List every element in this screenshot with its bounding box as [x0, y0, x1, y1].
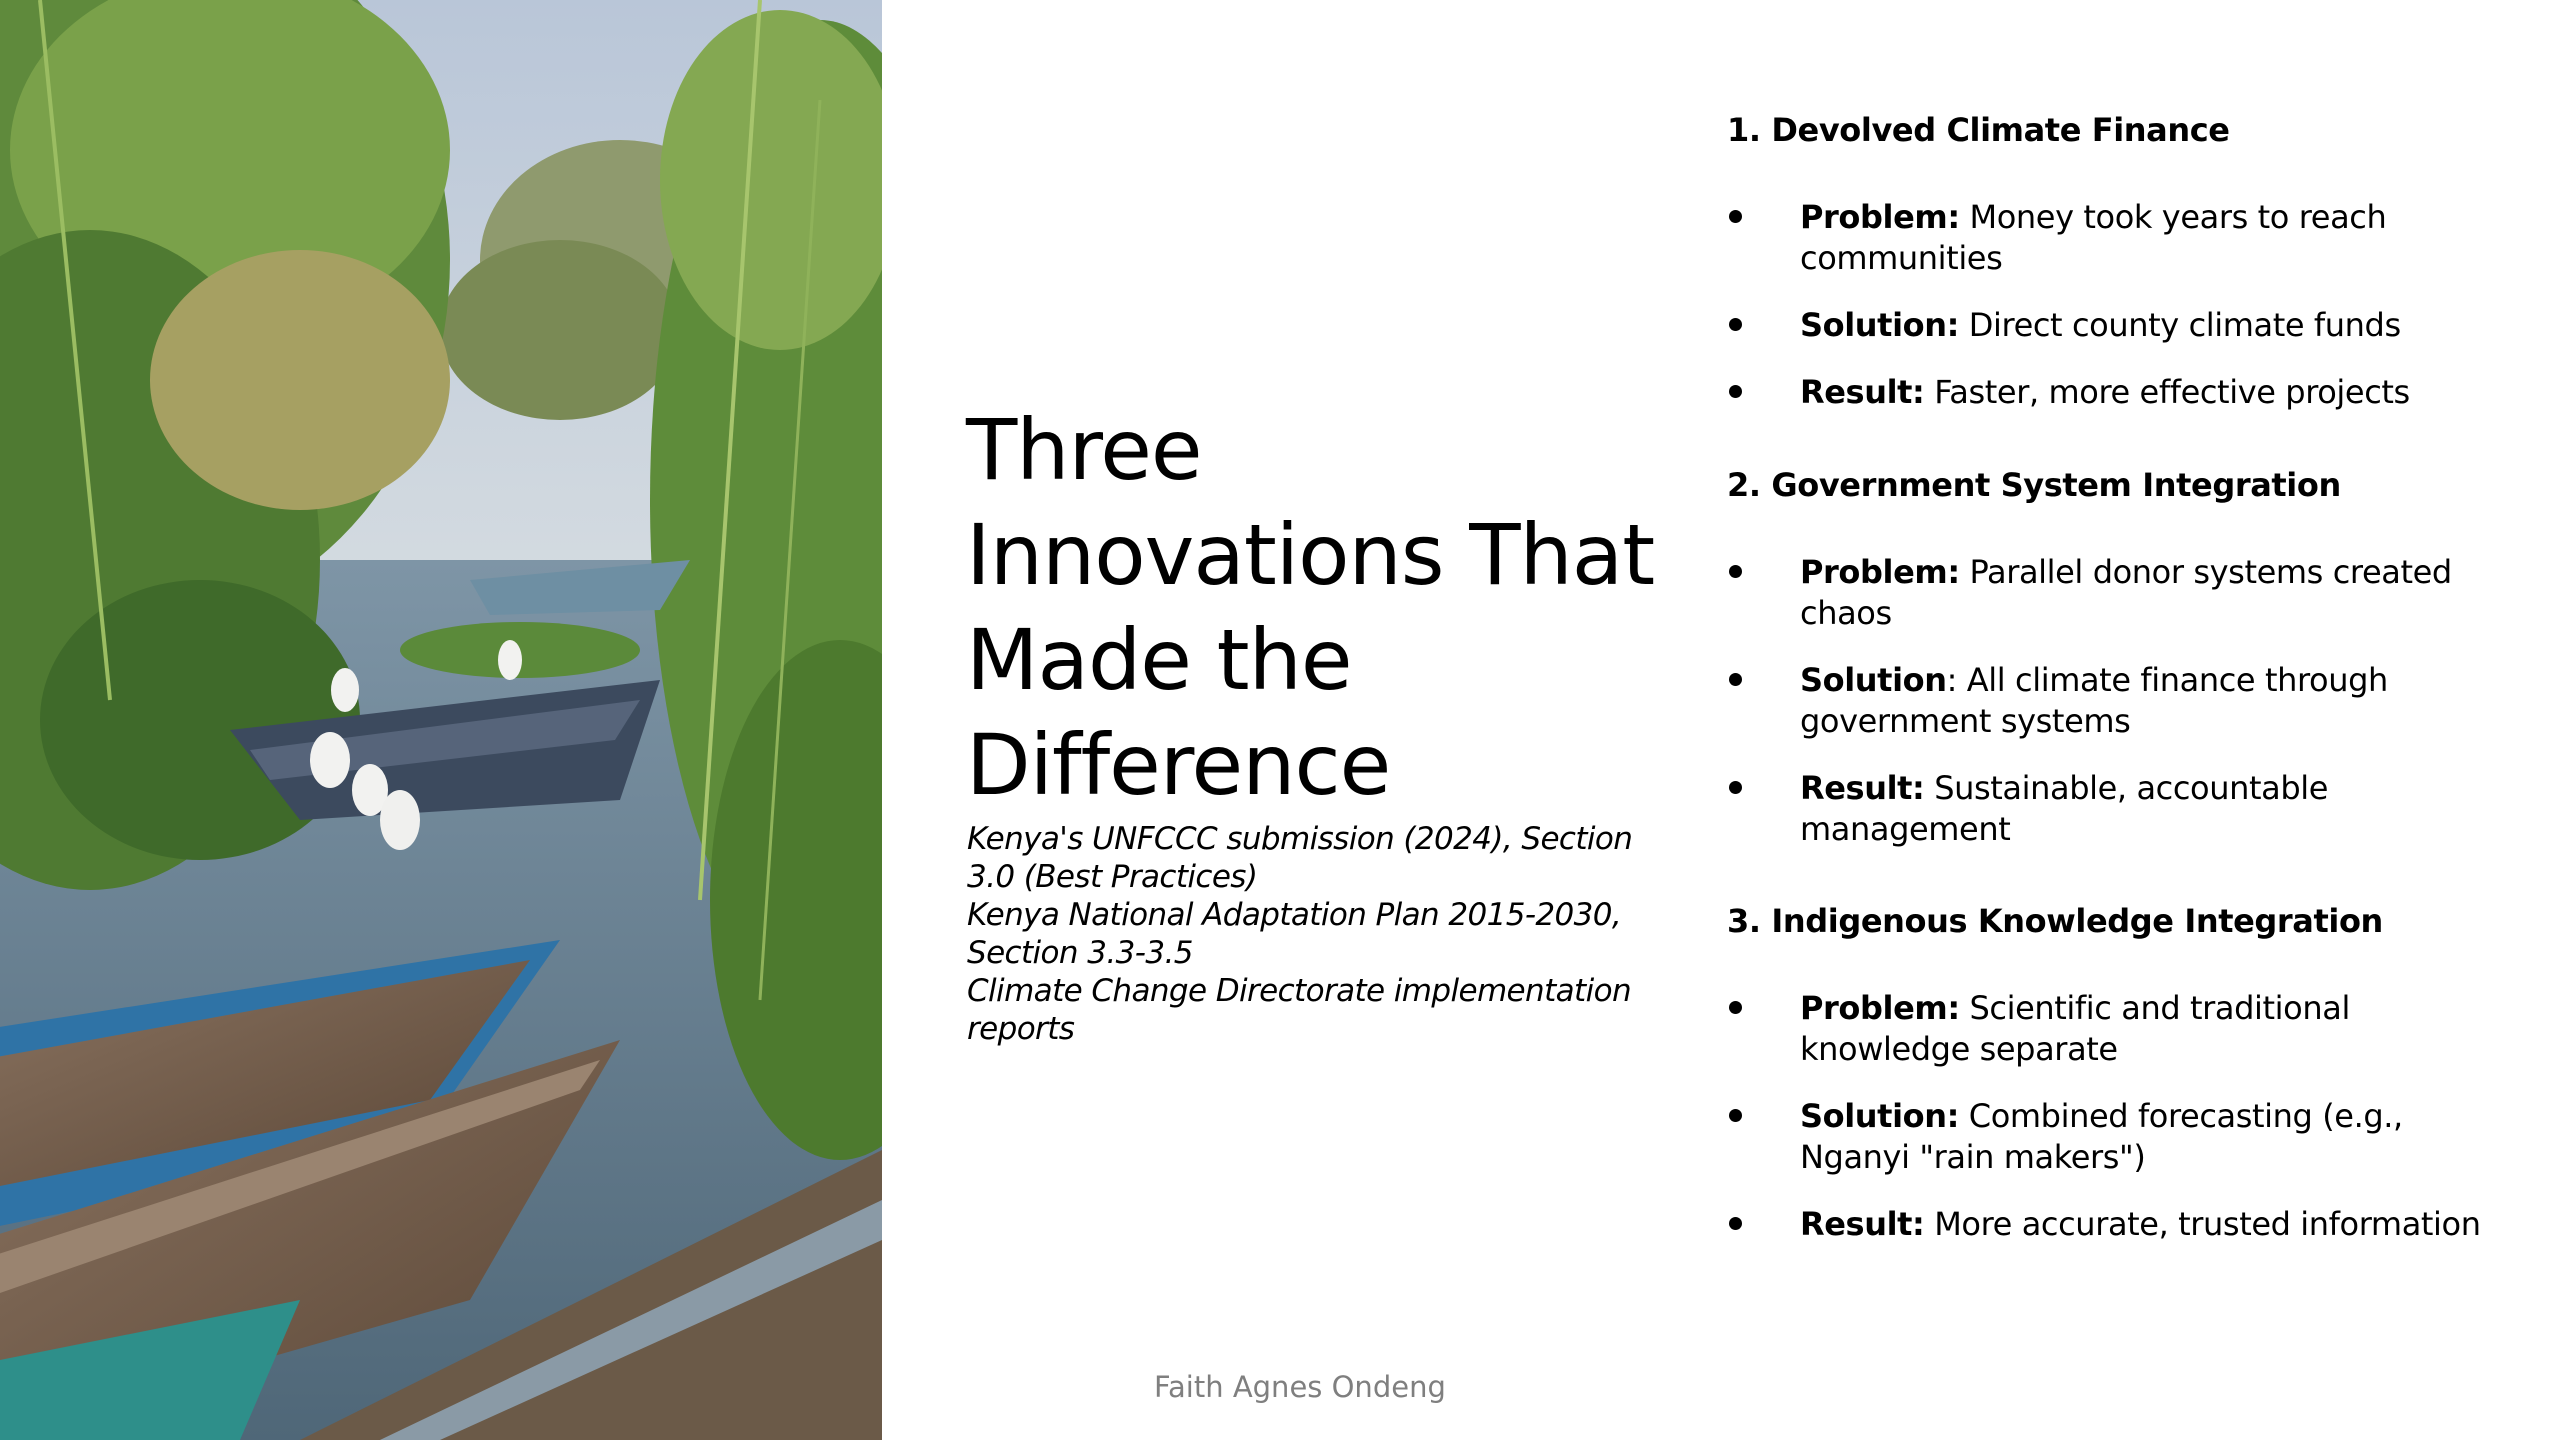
point-text: Sustainable, accountable management	[1800, 769, 2329, 848]
list-item	[1727, 768, 2507, 850]
slide-title: Three Innovations That Made the Difference	[966, 401, 1655, 814]
list-item	[1727, 660, 2507, 742]
innovation-section	[1727, 110, 2507, 413]
point-text: Scientific and traditional knowledge separate	[1800, 989, 2350, 1068]
innovation-points	[1727, 552, 2507, 850]
bullet-icon	[1729, 385, 1742, 398]
innovation-section	[1727, 465, 2507, 850]
bullet-icon	[1729, 318, 1742, 331]
point-text: Faster, more effective projects	[1924, 373, 2410, 411]
source-citation: Kenya's UNFCCC submission (2024), Section 3.0 (Best Practices)	[967, 821, 1633, 895]
point-text: Combined forecasting (e.g., Nganyi "rain makers")	[1800, 1097, 2403, 1176]
bullet-icon	[1729, 673, 1742, 686]
point-label: Solution	[1800, 661, 1947, 699]
bullet-icon	[1729, 781, 1742, 794]
point-label: Solution:	[1800, 306, 1960, 344]
bullet-icon	[1729, 1217, 1742, 1230]
innovation-heading: 2. Government System Integration	[1727, 466, 2341, 504]
list-item	[1727, 552, 2507, 634]
author-footer: Faith Agnes Ondeng	[1154, 1370, 1446, 1404]
list-item	[1727, 305, 2507, 346]
source-citation: Kenya National Adaptation Plan 2015-2030, Section 3.3-3.5	[967, 897, 1622, 971]
point-text: Parallel donor systems created chaos	[1800, 553, 2452, 632]
innovation-section	[1727, 901, 2507, 1245]
list-item	[1727, 197, 2507, 279]
list-item	[1727, 988, 2507, 1070]
bullet-icon	[1729, 1109, 1742, 1122]
point-text: Direct county climate funds	[1959, 306, 2401, 344]
river-boats-photo	[0, 0, 882, 1440]
point-label: Problem:	[1800, 553, 1960, 591]
bullet-icon	[1729, 1001, 1742, 1014]
innovation-heading: 1. Devolved Climate Finance	[1727, 111, 2230, 149]
source-citation: Climate Change Directorate implementation reports	[967, 973, 1631, 1047]
point-label: Result:	[1800, 373, 1925, 411]
bullet-icon	[1729, 210, 1742, 223]
point-text: Money took years to reach communities	[1800, 198, 2387, 277]
point-label: Problem:	[1800, 198, 1960, 236]
innovation-points	[1727, 988, 2507, 1245]
innovation-heading: 3. Indigenous Knowledge Integration	[1727, 902, 2383, 940]
list-item	[1727, 1096, 2507, 1178]
list-item	[1727, 372, 2507, 413]
bullet-icon	[1729, 565, 1742, 578]
point-label: Result:	[1800, 1205, 1925, 1243]
innovation-points	[1727, 197, 2507, 413]
sources-block	[967, 820, 1647, 1048]
point-label: Solution:	[1800, 1097, 1960, 1135]
point-label: Problem:	[1800, 989, 1960, 1027]
point-text: : All climate finance through government systems	[1800, 661, 2388, 740]
list-item	[1727, 1204, 2507, 1245]
point-label: Result:	[1800, 769, 1925, 807]
point-text: More accurate, trusted information	[1924, 1205, 2481, 1243]
